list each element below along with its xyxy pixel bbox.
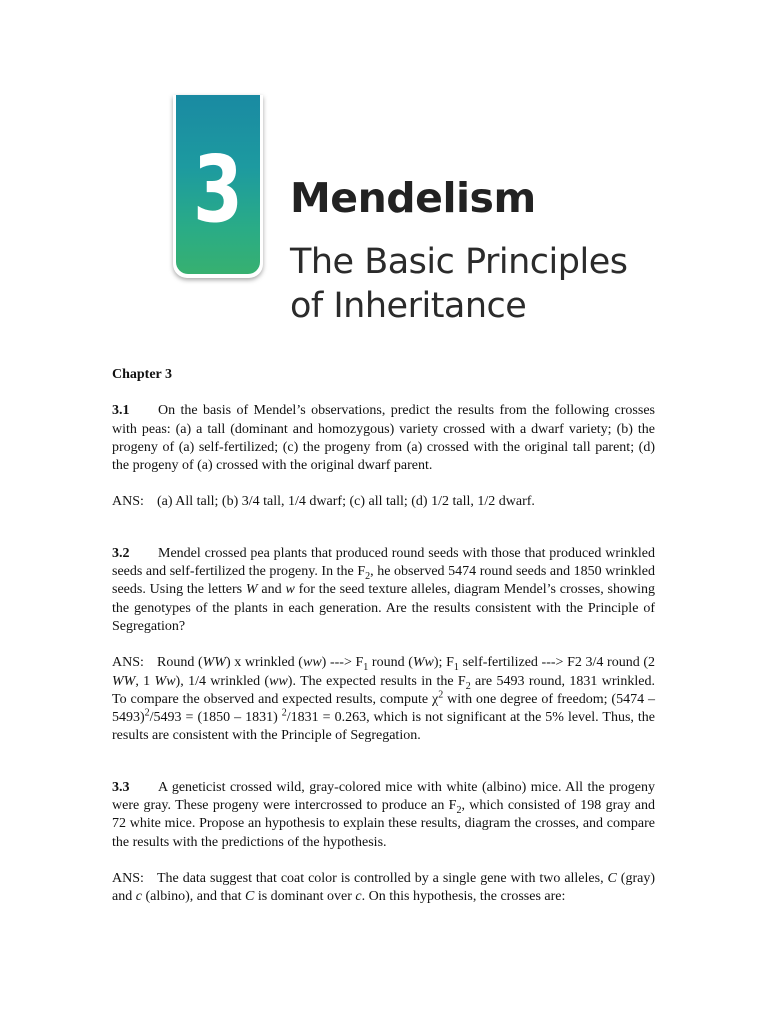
answer-text: self-fertilized ---> F2 3/4 round (2 — [458, 655, 655, 671]
document-body — [112, 366, 655, 907]
chapter-tab — [173, 95, 263, 278]
answer-label: ANS: — [112, 655, 144, 671]
subscript: 1 — [363, 662, 369, 674]
answer-3-3 — [112, 870, 655, 907]
answer-text: , 1 — [135, 673, 155, 689]
genotype: WW — [202, 655, 226, 671]
answer-text: The data suggest that coat color is controlled by a single gene with two alleles, — [157, 870, 608, 886]
answer-text: Round ( — [157, 655, 203, 671]
genotype: ww — [302, 655, 322, 671]
answer-3-1 — [112, 493, 655, 511]
answer-text: (gray) and — [112, 870, 655, 905]
subscript: 1 — [453, 662, 459, 674]
subtitle-line-2: of Inheritance — [290, 286, 527, 326]
answer-text: /1831 = 0.263, which is not significant at the 5% level. Thus, the results are consistent with the Principle of Segregation. — [112, 710, 656, 744]
question-3-1 — [112, 402, 655, 475]
answer-text: ), 1/4 wrinkled ( — [175, 673, 270, 689]
chapter-subtitle — [290, 240, 627, 328]
answer-text: round ( — [368, 655, 413, 671]
subscript: 2 — [456, 804, 462, 816]
section-heading: Chapter 3 — [112, 367, 173, 382]
question-text: , which consisted of 198 gray and 72 white mice. Propose an hypothesis to explain these results, diagram the crosses, and compare the results with the predictions of the hypothesis. — [112, 798, 655, 850]
question-text: for the seed texture alleles, diagram Mendel’s crosses, showing the genotypes of the plants in each generation. Are the results consistent with the Principle of Segregation? — [112, 582, 655, 634]
question-text: Mendel crossed pea plants that produced round seeds with those that produced wrinkled seeds and self-fertilized the progeny. In the F — [112, 545, 655, 580]
question-text: On the basis of Mendel’s observations, predict the results from the following crosses with peas: (a) a tall (dominant and homozygous) variety crossed with a dwarf variety; (b) the progeny of (a) self-fertilized; (c) the progeny from (a) crossed with the original tall parent; (d) the progeny of (a) crossed with the original dwarf parent. — [112, 403, 655, 474]
answer-3-2 — [112, 654, 655, 745]
question-3-2 — [112, 545, 655, 636]
answer-text: ) ---> F — [321, 655, 364, 671]
answer-text: (a) All tall; (b) 3/4 tall, 1/4 dwarf; (c) all tall; (d) 1/2 tall, 1/2 dwarf. — [157, 494, 535, 510]
question-number: 3.2 — [112, 545, 130, 561]
chapter-number: 3 — [193, 135, 243, 243]
answer-text: is dominant over — [254, 889, 356, 905]
question-number: 3.3 — [112, 779, 130, 795]
answer-text: ). The expected results in the F — [287, 673, 466, 689]
superscript: 2 — [438, 689, 444, 701]
answer-text: ) x wrinkled ( — [225, 655, 303, 671]
genotype: Ww — [412, 655, 434, 671]
question-text: , he observed 5474 round seeds and 1850 wrinkled seeds. Using the letters — [112, 564, 656, 598]
answer-text: ); F — [433, 655, 454, 671]
genotype: ww — [269, 673, 288, 689]
answer-label: ANS: — [112, 870, 144, 886]
question-number: 3.1 — [112, 403, 130, 419]
answer-text: . On this hypothesis, the crosses are: — [361, 889, 566, 905]
answer-text: with one degree of freedom; (5474 – 5493) — [112, 691, 655, 726]
question-3-3 — [112, 779, 655, 852]
answer-label: ANS: — [112, 494, 144, 510]
answer-text: /5493 = (1850 – 1831) — [149, 710, 282, 726]
allele-symbol: C — [244, 889, 255, 905]
allele-symbol: c — [355, 889, 362, 905]
genotype: WW — [112, 673, 136, 689]
question-text: and — [257, 582, 286, 598]
chapter-title: Mendelism — [290, 174, 536, 222]
question-text: A geneticist crossed wild, gray-colored mice with white (albino) mice. All the progeny were gray. These progeny were intercrossed to produce an F — [112, 779, 655, 814]
genotype: Ww — [154, 673, 176, 689]
superscript: 2 — [281, 707, 287, 719]
answer-text: (albino), and that — [141, 889, 245, 905]
chapter-tab-fill — [176, 95, 260, 274]
subtitle-line-1: The Basic Principles — [290, 242, 628, 282]
allele-symbol: W — [245, 582, 258, 598]
allele-symbol: w — [285, 582, 295, 598]
answer-text: are 5493 round, 1831 wrinkled. To compare the observed and expected results, compute χ — [112, 673, 655, 707]
subscript: 2 — [465, 680, 471, 692]
subscript: 2 — [365, 570, 371, 582]
allele-symbol: c — [135, 889, 142, 905]
allele-symbol: C — [607, 870, 617, 886]
superscript: 2 — [144, 707, 150, 719]
